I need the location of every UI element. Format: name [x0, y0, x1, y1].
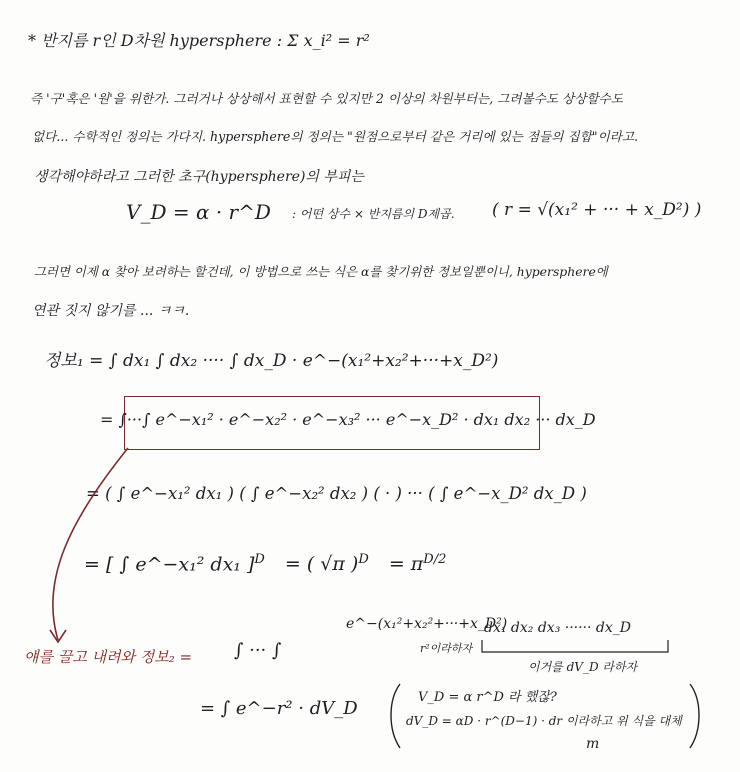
arrow-head: [50, 630, 66, 642]
text-line-2-text: 즉 '구'혹은 '원'을 위한가. 그러거나 상상해서 표현할 수 있지만 2 이상의 차원부터는, 그려볼수도 상상할수도: [30, 91, 623, 106]
integral-1-power-bracket: = [ ∫ e^−x₁² dx₁ ]: [84, 553, 255, 576]
right-paren: [690, 684, 699, 748]
dv-substitution-note-text: dV_D = αD · r^(D−1) · dr 이라하고 위 식을 대체: [406, 714, 682, 728]
text-line-3-text: 없다... 수학적인 정의는 가다지. hypersphere의 정의는 "원점으로부터 같은 거리에 있는 점들의 집합"이라고.: [32, 129, 639, 144]
integral-1-separated-text: = ∫···∫ e^−x₁² · e^−x₂² · e^−x₃² ··· e^−x_D² · dx₁ dx₂ ··· dx_D: [100, 410, 596, 429]
dv-note-text: 이거를 dV_D 라하자: [528, 660, 638, 674]
curved-arrow: [53, 448, 128, 640]
trailing-mark-text: m: [586, 736, 600, 752]
exponent-d-half: D/2: [423, 552, 447, 567]
underbrace: [482, 640, 668, 652]
exponent-d-2: D: [358, 552, 369, 567]
integral-2-integrals-text: ∫ ··· ∫: [234, 640, 282, 661]
volume-formula-text: V_D = α · r^D: [126, 200, 271, 224]
volume-formula-note-text: : 어떤 상수 × 반지름의 D제곱.: [292, 207, 455, 221]
integral-1-text: 정보₁ = ∫ dx₁ ∫ dx₂ ···· ∫ dx_D · e^−(x₁²+x₂²+···+x_D²): [44, 351, 499, 371]
text-line-4-text: 생각해야하라고 그러한 초구(hypersphere)의 부피는: [34, 169, 364, 185]
volume-recall-note-text: V_D = α r^D 라 했잖?: [418, 690, 557, 705]
r-squared-note-text: r²이라하자: [420, 642, 473, 655]
integral-2-exponent-text: e^−(x₁²+x₂²+···+x_D²): [346, 616, 508, 632]
integral-2-radial-text: = ∫ e^−r² · dV_D: [200, 698, 358, 719]
differential-product-text: dx₁ dx₂ dx₃ ······ dx_D: [484, 620, 631, 636]
sqrt-pi-term: = ( √π ): [284, 553, 359, 576]
integral-2-label-text: 얘를 끌고 내려와 정보₂ =: [24, 648, 193, 666]
hypersphere-definition-text: * 반지름 r인 D차원 hypersphere : Σ x_i² = r²: [28, 31, 370, 50]
exponent-d: D: [254, 552, 265, 567]
pi-result: = π: [388, 553, 424, 576]
text-line-6-text: 그러면 이제 α 찾아 보려하는 할건데, 이 방법으로 쓰는 식은 α를 찾기위한 정보일뿐이니, hypersphere에: [34, 264, 608, 279]
radius-formula-text: ( r = √(x₁² + ··· + x_D²) ): [492, 200, 702, 220]
text-line-7-text: 연관 짓지 않기를 ... ㅋㅋ.: [32, 303, 190, 319]
left-paren: [391, 684, 400, 748]
integral-1-product-text: = ( ∫ e^−x₁² dx₁ ) ( ∫ e^−x₂² dx₂ ) ( · ) ··· ( ∫ e^−x_D² dx_D ): [86, 484, 587, 503]
